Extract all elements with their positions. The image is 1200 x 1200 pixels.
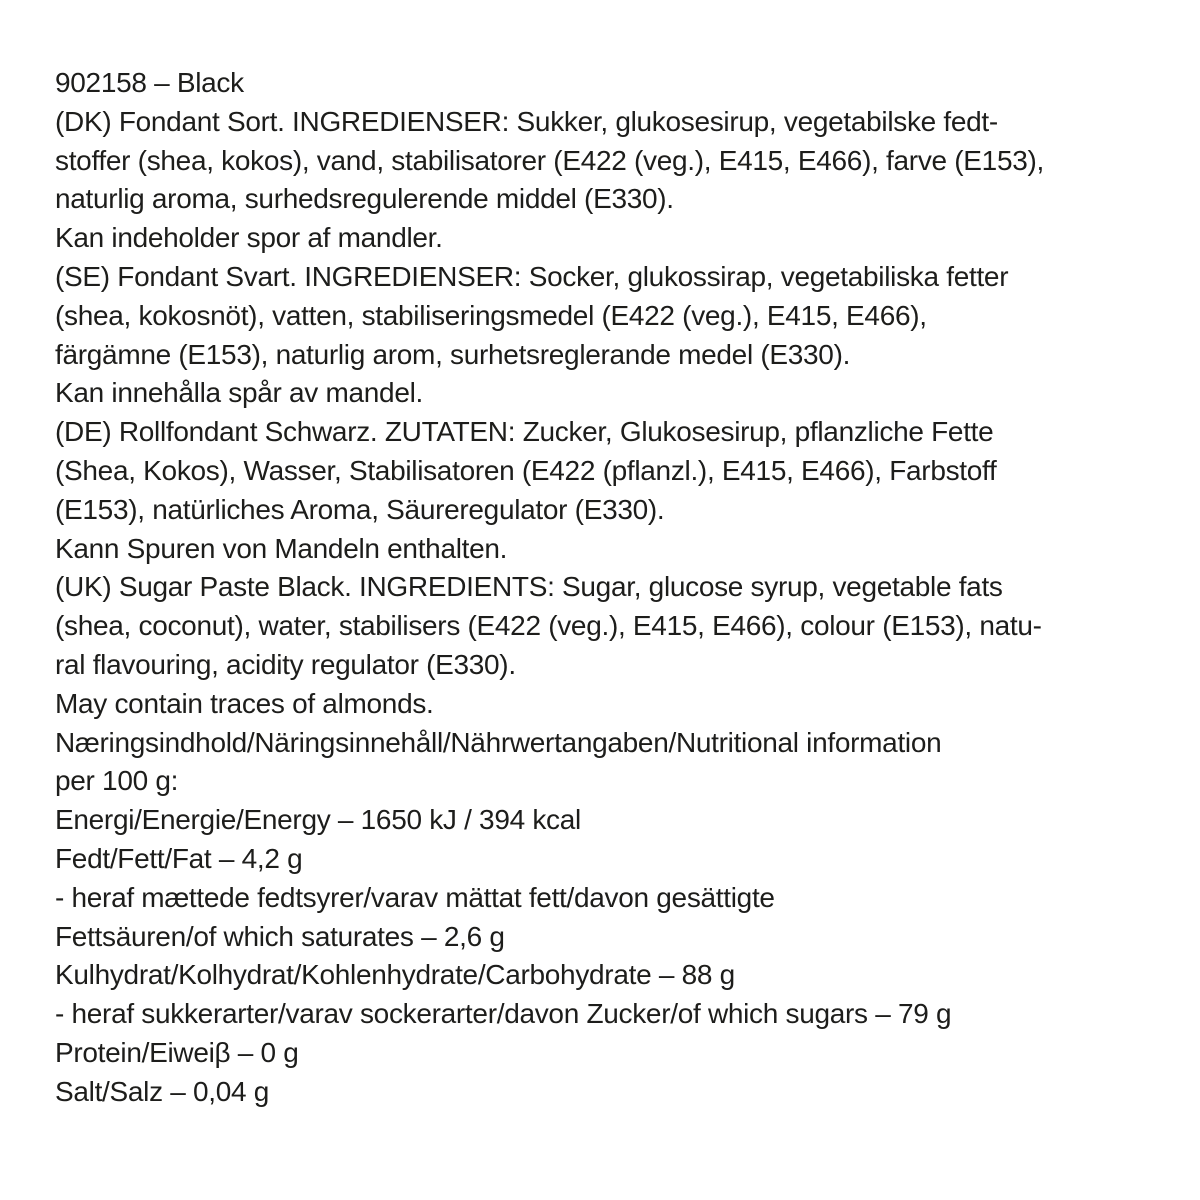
text-line: Salt/Salz – 0,04 g [55, 1075, 270, 1107]
text-line: (Shea, Kokos), Wasser, Stabilisatoren (E422 (pflanzl.), E415, E466), Farbstoff [55, 454, 997, 486]
text-line: (DK) Fondant Sort. INGREDIENSER: Sukker, glukosesirup, vegetabilske fedt- [55, 105, 998, 137]
text-line: färgämne (E153), naturlig arom, surhetsreglerande medel (E330). [55, 338, 851, 370]
text-line: per 100 g: [55, 765, 179, 797]
text-line: Kan innehålla spår av mandel. [55, 377, 423, 409]
text-line: Energi/Energie/Energy – 1650 kJ / 394 kcal [55, 804, 581, 836]
text-line: May contain traces of almonds. [55, 687, 434, 719]
text-line: (UK) Sugar Paste Black. INGREDIENTS: Sugar, glucose syrup, vegetable fats [55, 571, 1003, 603]
text-line: (E153), natürliches Aroma, Säureregulator (E330). [55, 493, 665, 525]
text-line: 902158 – Black [55, 67, 244, 98]
text-line: Kann Spuren von Mandeln enthalten. [55, 532, 508, 564]
text-line: stoffer (shea, kokos), vand, stabilisatorer (E422 (veg.), E415, E466), farve (E153), [55, 144, 1044, 176]
text-line: Protein/Eiweiβ – 0 g [55, 1036, 299, 1068]
text-line: - heraf sukkerarter/varav sockerarter/davon Zucker/of which sugars – 79 g [55, 998, 952, 1030]
text-line: Kan indeholder spor af mandler. [55, 222, 443, 254]
text-line: naturlig aroma, surhedsregulerende middel (E330). [55, 183, 674, 215]
text-line: Fettsäuren/of which saturates – 2,6 g [55, 920, 505, 952]
text-line: (SE) Fondant Svart. INGREDIENSER: Socker, glukossirap, vegetabiliska fetter [55, 260, 1009, 292]
ingredient-label-text [55, 64, 1175, 1112]
text-line: (DE) Rollfondant Schwarz. ZUTATEN: Zucker, Glukosesirup, pflanzliche Fette [55, 416, 994, 448]
text-line: (shea, kokosnöt), vatten, stabiliseringsmedel (E422 (veg.), E415, E466), [55, 299, 927, 331]
text-line: ral flavouring, acidity regulator (E330). [55, 648, 516, 680]
text-line: - heraf mættede fedtsyrer/varav mättat fett/davon gesättigte [55, 881, 775, 913]
text-line: Fedt/Fett/Fat – 4,2 g [55, 842, 303, 874]
text-line: Kulhydrat/Kolhydrat/Kohlenhydrate/Carbohydrate – 88 g [55, 959, 735, 991]
text-line: (shea, coconut), water, stabilisers (E422 (veg.), E415, E466), colour (E153), natu- [55, 610, 1042, 642]
text-line: Næringsindhold/Näringsinnehåll/Nährwertangaben/Nutritional information [55, 726, 942, 758]
